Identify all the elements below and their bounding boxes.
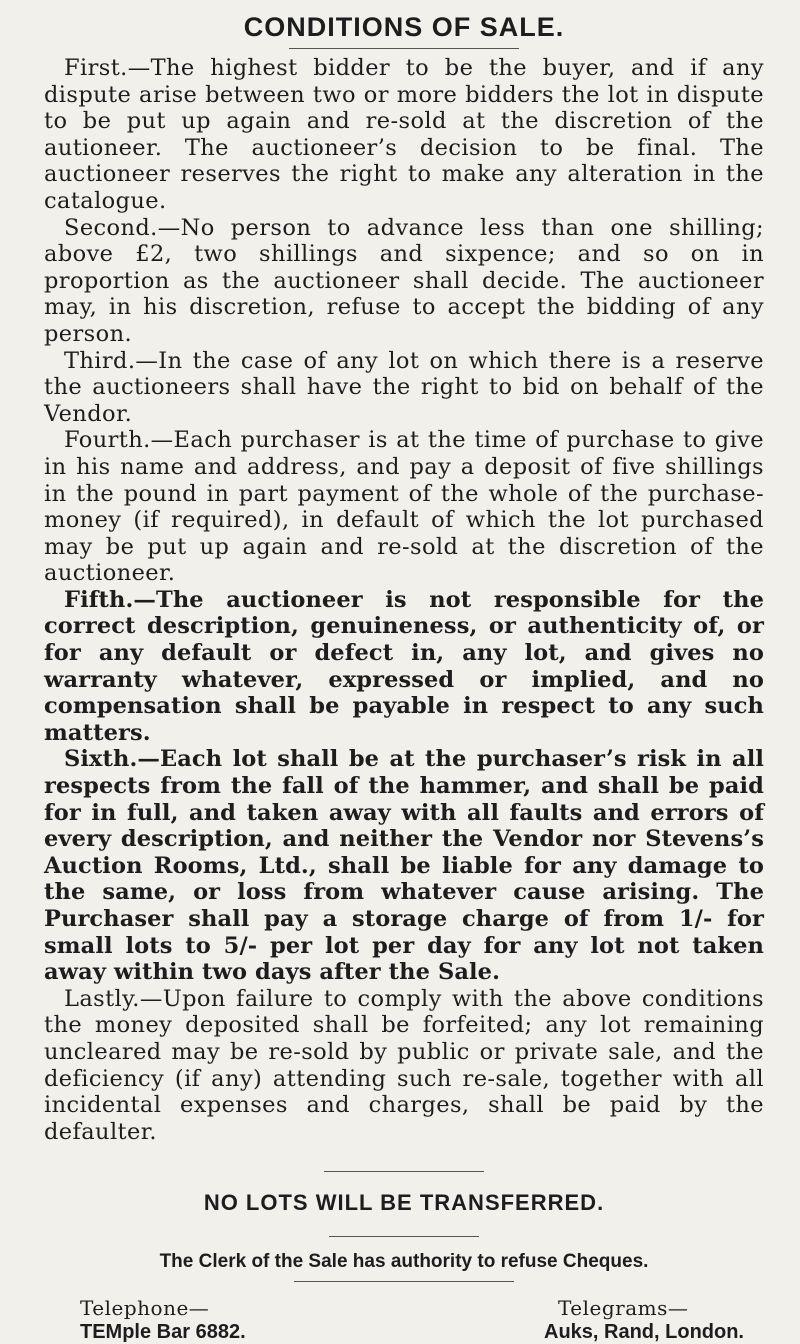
condition-second: Second.—No person to advance less than one shilling; above £2, two shillings and sixpence; and so on in proportion as the auctioneer shall decide. The auctioneer may, in his discretion, refuse to accept the bidding of any person. [44,214,764,347]
notice-divider [324,1171,484,1172]
document-title: CONDITIONS OF SALE. [243,12,565,42]
condition-sixth: Sixth.—Each lot shall be at the purchaser’s risk in all respects from the fall of the hammer, and shall be paid for in full, and taken away with all faults and errors of every description, and neither the Vendor nor Stevens’s Auction Rooms, Ltd., shall be liable for any damage to the same, or loss from whatever cause arising. The Purchaser shall pay a storage charge of from 1/- for small lots to 5/- per lot per day for any lot not taken away within two days after the Sale. [44,746,764,986]
telegrams-label: Telegrams— [558,1296,689,1321]
telegrams-address: Auks, Rand, London. [544,1321,744,1344]
telephone-label: Telephone— [80,1296,210,1321]
condition-fourth: Fourth.—Each purchaser is at the time of purchase to give in his name and address, and pay a deposit of five shillings in the pound in part payment of the whole of the purchase-money (if required), in default of which the lot purchased may be put up again and re-sold at the discretion of the auctioneer. [44,427,764,587]
telephone-number: TEMple Bar 6882. [80,1321,246,1344]
conditions-list [44,55,764,1145]
contacts-divider [294,1281,514,1282]
cheques-notice: The Clerk of the Sale has authority to refuse Cheques. [159,1251,649,1273]
telegrams-block [544,1296,754,1344]
condition-third: Third.—In the case of any lot on which there is a reserve the auctioneers shall have the right to bid on behalf of the Vendor. [44,347,764,427]
telephone-block [80,1296,246,1344]
contact-info [44,1296,764,1344]
title-divider [289,48,519,49]
condition-first: First.—The highest bidder to be the buyer, and if any dispute arise between two or more bidders the lot in dispute to be put up again and re-sold at the discretion of the autioneer. The auctioneer’s decision to be final. The auctioneer reserves the right to make any alteration in the catalogue. [44,55,764,214]
condition-fifth: Fifth.—The auctioneer is not responsible for the correct description, genuineness, or authenticity of, or for any default or defect in, any lot, and gives no warranty whatever, expressed or implied, and no compensation shall be payable in respect to any such matters. [44,586,764,746]
condition-lastly: Lastly.—Upon failure to comply with the above conditions the money deposited shall be forfeited; any lot remaining uncleared may be re-sold by public or private sale, and the deficiency (if any) attending such re-sale, together with all incidental expenses and charges, shall be paid by the defaulter. [44,985,764,1145]
no-transfer-notice: NO LOTS WILL BE TRANSFERRED. [203,1190,605,1216]
clerk-divider [329,1236,479,1237]
